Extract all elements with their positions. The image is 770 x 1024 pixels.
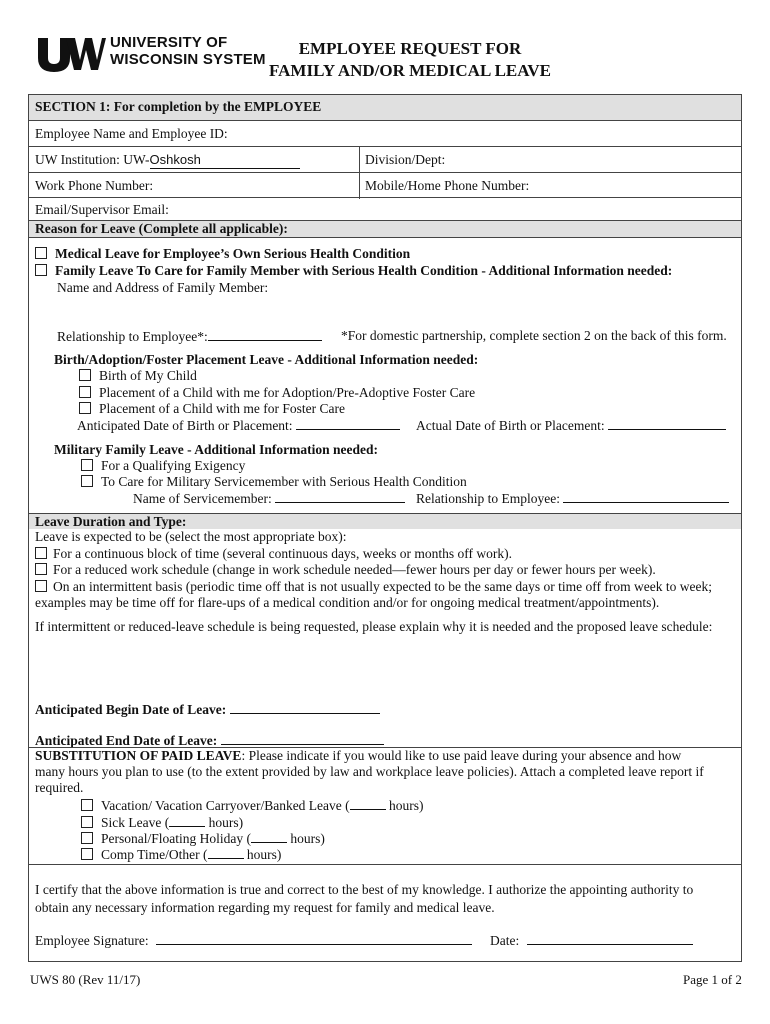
signature-field[interactable] <box>156 932 472 945</box>
continuous-checkbox[interactable] <box>35 547 47 559</box>
employee-name-label: Employee Name and Employee ID: <box>35 126 228 141</box>
vacation-label: Vacation/ Vacation Carryover/Banked Leave ( <box>101 798 350 813</box>
substitution-text-1: : Please indicate if you would like to use paid leave during your absence and how <box>241 748 682 763</box>
comp-time-hours-field[interactable] <box>208 846 244 859</box>
foster-label: Placement of a Child with me for Foster Care <box>99 401 345 416</box>
servicemember-name-label: Name of Servicemember: <box>133 491 272 506</box>
exigency-label: For a Qualifying Exigency <box>101 458 246 473</box>
continuous-label: For a continuous block of time (several continuous days, weeks or months off work). <box>53 546 513 561</box>
family-member-name-label: Name and Address of Family Member: <box>57 280 269 295</box>
reason-heading <box>29 220 741 237</box>
duration-heading <box>29 513 741 529</box>
actual-birth-label: Actual Date of Birth or Placement: <box>416 418 605 433</box>
form-id: UWS 80 (Rev 11/17) <box>30 972 141 987</box>
medical-leave-label: Medical Leave for Employee’s Own Serious Health Condition <box>55 246 411 261</box>
family-leave-label: Family Leave To Care for Family Member with Serious Health Condition - Additional Information needed: <box>55 263 673 278</box>
comp-time-label: Comp Time/Other ( <box>101 847 208 862</box>
military-heading: Military Family Leave - Additional Information needed: <box>54 442 378 457</box>
servicemember-checkbox[interactable] <box>81 475 93 487</box>
certify-line-1: I certify that the above information is true and correct to the best of my knowledge. I authorize the appointing authority to <box>35 882 694 897</box>
birth-label: Birth of My Child <box>99 368 197 383</box>
vacation-suffix: hours) <box>385 798 424 813</box>
date-field[interactable] <box>527 932 693 945</box>
duration-heading-text: Leave Duration and Type: <box>35 514 187 529</box>
birth-heading: Birth/Adoption/Foster Placement Leave - Additional Information needed: <box>54 352 479 367</box>
vacation-checkbox[interactable] <box>81 799 93 811</box>
sick-suffix: hours) <box>205 815 244 830</box>
servicemember-label: To Care for Military Servicemember with Serious Health Condition <box>101 474 467 489</box>
division-label: Division/Dept: <box>365 152 446 167</box>
comp-time-checkbox[interactable] <box>81 848 93 860</box>
begin-date-label: Anticipated Begin Date of Leave <box>35 702 222 717</box>
duration-intro: Leave is expected to be (select the most appropriate box): <box>35 529 347 544</box>
schedule-explain-label: If intermittent or reduced-leave schedule is being requested, please explain why it is needed and the proposed leave schedule: <box>35 619 713 634</box>
servicemember-rel-label: Relationship to Employee: <box>416 491 560 506</box>
medical-leave-checkbox[interactable] <box>35 247 47 259</box>
title-line-2: FAMILY AND/OR MEDICAL LEAVE <box>269 61 551 80</box>
begin-date-field[interactable] <box>230 701 380 714</box>
substitution-section <box>29 747 741 864</box>
section1-heading <box>29 95 741 120</box>
end-date-field[interactable] <box>221 732 384 745</box>
comp-time-suffix: hours) <box>243 847 282 862</box>
certify-section <box>29 864 741 963</box>
date-label: Date: <box>490 933 520 948</box>
sick-hours-field[interactable] <box>169 814 205 827</box>
institution-row <box>29 146 741 172</box>
end-date-label: Anticipated End Date of Leave <box>35 733 213 748</box>
vacation-hours-field[interactable] <box>350 797 386 810</box>
adoption-checkbox[interactable] <box>79 386 91 398</box>
relationship-label: Relationship to Employee*: <box>57 329 208 344</box>
intermittent-continuation: examples may be time off for flare-ups of a medical condition and/or for ongoing medical treatment/appointments). <box>35 595 660 610</box>
logo-line-1: UNIVERSITY OF <box>110 34 228 51</box>
relationship-field[interactable] <box>208 328 322 341</box>
anticipated-birth-label: Anticipated Date of Birth or Placement: <box>77 418 293 433</box>
phone-row <box>29 172 741 197</box>
institution-value: Oshkosh <box>149 152 201 167</box>
domestic-partnership-note: *For domestic partnership, complete section 2 on the back of this form. <box>341 328 727 343</box>
page-number: Page 1 of 2 <box>683 972 742 987</box>
sick-label: Sick Leave ( <box>101 815 170 830</box>
personal-label: Personal/Floating Holiday ( <box>101 831 251 846</box>
reduced-checkbox[interactable] <box>35 563 47 575</box>
title-line-1: EMPLOYEE REQUEST FOR <box>298 39 522 58</box>
personal-checkbox[interactable] <box>81 832 93 844</box>
mobile-phone-label: Mobile/Home Phone Number: <box>365 178 530 193</box>
reduced-label: For a reduced work schedule (change in work schedule needed—fewer hours per day or fewer hours per week). <box>53 562 656 577</box>
form-title <box>200 38 620 82</box>
personal-suffix: hours) <box>286 831 325 846</box>
intermittent-label: On an intermittent basis (periodic time off that is not usually expected to be the same days or time off from week to week; <box>53 579 712 594</box>
anticipated-birth-field[interactable] <box>296 417 400 430</box>
duration-body: Leave is expected to be (select the most appropriate box): For a continuous block of time (several continuous days, weeks or months off work). For a reduced work schedule (change in work schedule needed—fewer hours per day or fewer hours per week). On an intermittent basis (periodic time off that is not usually expected to be the same days or time off from week to week; examples may be time off for flare-ups of a medical condition and/or for ongoing medical treatment/appointments). If intermittent or reduced-leave schedule is being requested, please explain why it is needed and the proposed leave schedule: Anticipated Begin Date of Leave: Anticipated End Date of Leave: <box>29 529 741 747</box>
signature-label: Employee Signature: <box>35 933 149 948</box>
reason-body <box>29 237 741 513</box>
substitution-text-3: required. <box>35 780 84 795</box>
adoption-label: Placement of a Child with me for Adoption/Pre-Adoptive Foster Care <box>99 385 476 400</box>
reason-heading-text: Reason for Leave (Complete all applicable): <box>35 221 288 236</box>
birth-checkbox[interactable] <box>79 369 91 381</box>
uw-logo <box>36 34 106 74</box>
employee-name-row[interactable] <box>29 120 741 146</box>
institution-label: UW Institution: UW- <box>35 152 150 167</box>
servicemember-name-field[interactable] <box>275 490 405 503</box>
email-label: Email/Supervisor Email: <box>35 202 169 217</box>
sick-checkbox[interactable] <box>81 816 93 828</box>
email-row[interactable] <box>29 197 741 220</box>
foster-checkbox[interactable] <box>79 402 91 414</box>
family-leave-checkbox[interactable] <box>35 264 47 276</box>
actual-birth-field[interactable] <box>608 417 726 430</box>
personal-hours-field[interactable] <box>251 830 287 843</box>
form-frame <box>28 94 742 962</box>
work-phone-label: Work Phone Number: <box>35 178 154 193</box>
intermittent-checkbox[interactable] <box>35 580 47 592</box>
institution-field[interactable] <box>150 154 300 169</box>
certify-line-2: obtain any necessary information regarding my request for family and medical leave. <box>35 900 495 915</box>
substitution-text-2: many hours you plan to use (to the extent provided by law and workplace leave policies). Attach a completed leave report if <box>35 764 704 779</box>
section1-heading-text: SECTION 1: For completion by the EMPLOYEE <box>35 99 322 114</box>
logo-line-2: WISCONSIN SYSTEM <box>110 51 266 68</box>
exigency-checkbox[interactable] <box>81 459 93 471</box>
schedule-explain-area[interactable] <box>35 637 735 697</box>
substitution-heading: SUBSTITUTION OF PAID LEAVE <box>35 748 242 763</box>
servicemember-rel-field[interactable] <box>563 490 729 503</box>
